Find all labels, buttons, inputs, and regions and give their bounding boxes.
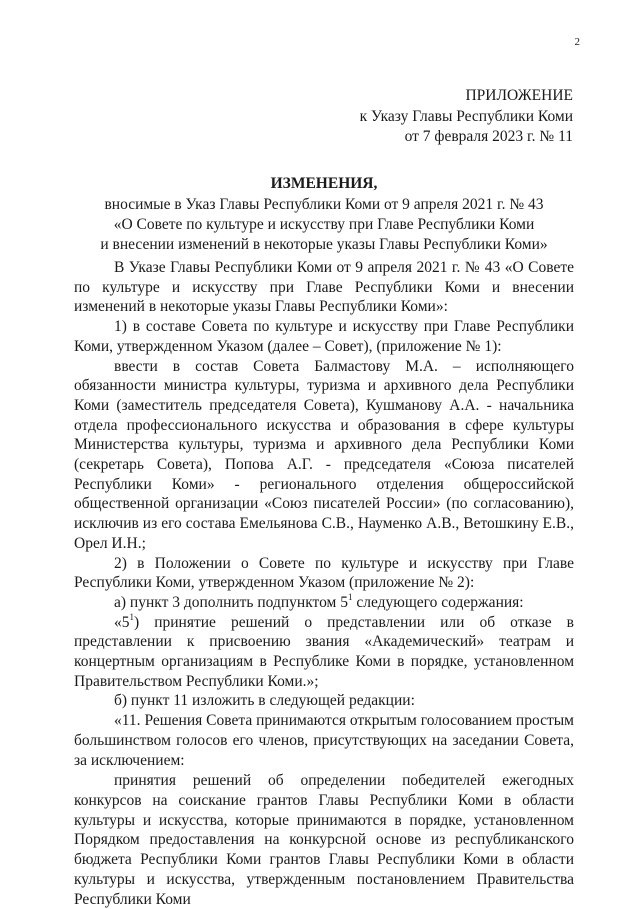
quote-5-1-text: ) принятие решений о представлении или об отказе в представлении к присвоению звания «Академический» театрам и концертным организациям в Республике Коми в порядке, установленном Правительством Республики Коми.»; — [74, 613, 574, 690]
appendix-date: от 7 февраля 2023 г. № 11 — [404, 128, 573, 145]
document-heading — [74, 174, 574, 255]
paragraph-item-2: 2) в Положении о Совете по культуре и искусству при Главе Республики Коми, утвержденном Указом (приложение № 2): — [74, 554, 574, 592]
heading-title: ИЗМЕНЕНИЯ, — [270, 175, 378, 192]
appendix-header — [300, 86, 573, 148]
heading-line-3: и внесении изменений в некоторые указы Главы Республики Коми» — [100, 236, 548, 253]
subitem-a-text: а) пункт 3 дополнить подпунктом 5 — [114, 593, 348, 611]
paragraph-composition-changes: ввести в состав Совета Балмастову М.А. – исполняющего обязанности министра культуры, туризма и архивного дела Республики Коми (заместитель председателя Совета), Кушманову А.А. - начальника отдела профессионального искусства и образования в сфере культуры Министерства культуры, туризма и архивного дела Республики Коми (секретарь Совета), Попова А.Г. - председателя «Союза писателей Республики Коми» - регионального отделения общероссийской общественной организации «Союз писателей России» (по согласованию), исключив из его состава Емельянова С.В., Науменко А.В., Ветошкину Е.В., Орел И.Н.; — [74, 357, 574, 552]
paragraph-item-11: «11. Решения Совета принимаются открытым голосованием простым большинством голосов его членов, присутствующих на заседании Совета, за исключением: — [74, 712, 574, 769]
heading-line-2: «О Совете по культуре и искусству при Главе Республики Коми — [113, 216, 535, 233]
subitem-a-text-end: следующего содержания: — [352, 593, 524, 611]
paragraph-intro: В Указе Главы Республики Коми от 9 апреля 2021 г. № 43 «О Совете по культуре и искусству при Главе Республики Коми и внесении изменений в некоторые указы Главы Республики Коми»: — [74, 259, 574, 316]
paragraph-subitem-a — [74, 593, 574, 613]
document-body — [74, 258, 574, 909]
heading-line-1: вносимые в Указ Главы Республики Коми от 9 апреля 2021 г. № 43 — [104, 196, 544, 213]
quote-5-1-start: «5 — [114, 613, 130, 631]
appendix-title: ПРИЛОЖЕНИЕ — [465, 87, 573, 104]
paragraph-item-1: 1) в составе Совета по культуре и искусству при Главе Республики Коми, утвержденном Указом (далее – Совет), (приложение № 1): — [74, 318, 574, 355]
paragraph-subitem-b: б) пункт 11 изложить в следующей редакции: — [114, 692, 415, 710]
paragraph-grants-exception: принятия решений об определении победителей ежегодных конкурсов на соискание грантов Главы Республики Коми в области культуры и искусства, которые принимаются в порядке, установленном Порядком предоставления на конкурсной основе из республиканского бюджета Республики Коми грантов Главы Республики Коми в области культуры и искусства, утвержденным постановлением Правительства Республики Коми — [74, 772, 574, 908]
paragraph-quote-5-1 — [74, 613, 574, 692]
superscript: 1 — [347, 591, 353, 602]
page-number: 2 — [574, 36, 580, 48]
appendix-decree-ref: к Указу Главы Республики Коми — [359, 107, 573, 125]
superscript: 1 — [129, 611, 134, 622]
